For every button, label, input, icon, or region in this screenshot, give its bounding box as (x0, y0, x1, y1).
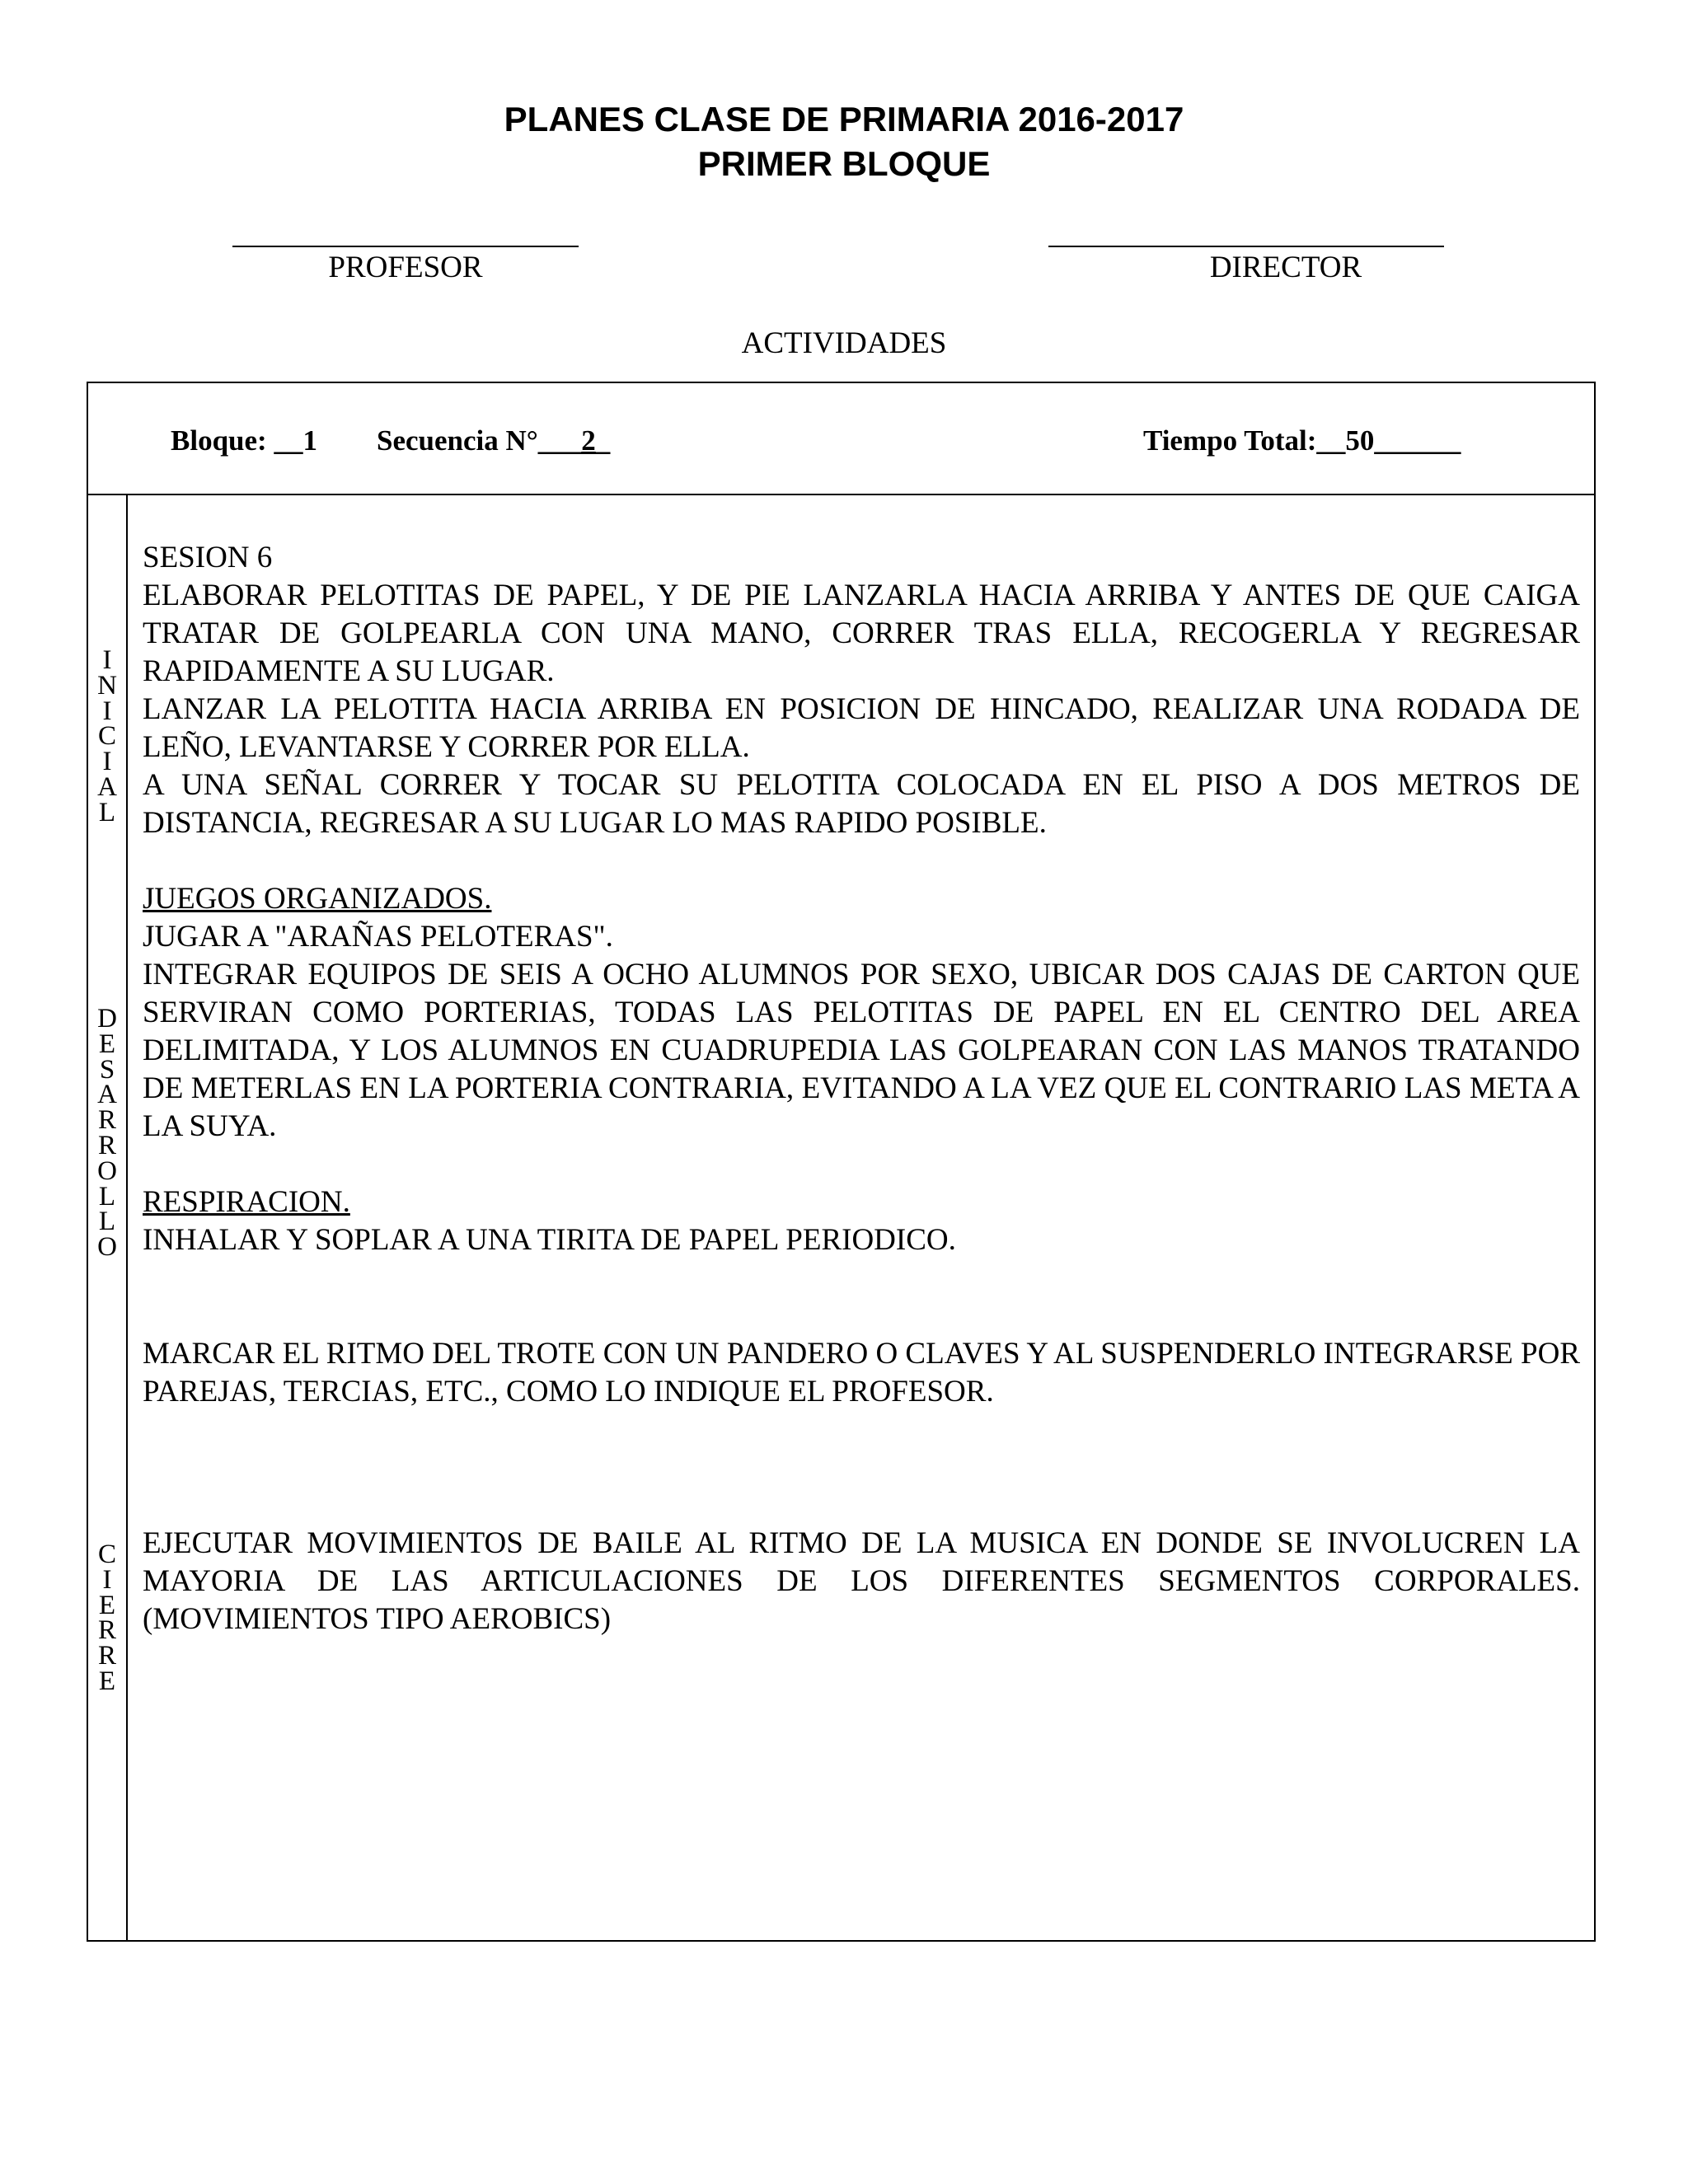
secuencia-value: 2 (581, 424, 596, 457)
phase-letter: C (97, 721, 116, 752)
juegos-title: JUGAR A "ARAÑAS PELOTERAS". (143, 920, 613, 954)
inicial-paragraph-1: ELABORAR PELOTITAS DE PAPEL, Y DE PIE LANZARLA HACIA ARRIBA Y ANTES DE QUE CAIGA TRATAR DE GOLPEARLA CON UNA MANO, CORRER TRAS ELLA, RECOGERLA Y REGRESAR RAPIDAMENTE A SU LUGAR. (143, 579, 1580, 688)
director-label: DIRECTOR (1209, 251, 1362, 284)
tiempo-value: 50 (1345, 424, 1375, 457)
secuencia-suffix: _ (595, 424, 611, 457)
phase-letter: O (97, 1232, 117, 1263)
respiracion-heading: RESPIRACION. (143, 1185, 350, 1219)
phase-letter: A (97, 1080, 117, 1110)
info-row-box (87, 382, 1596, 495)
profesor-label: PROFESOR (328, 251, 483, 284)
respiracion-paragraph: INHALAR Y SOPLAR A UNA TIRITA DE PAPEL PERIODICO. (143, 1223, 956, 1257)
director-signature-line (1048, 246, 1444, 247)
phase-letter: A (97, 771, 117, 802)
phase-label-cierre (88, 1542, 126, 1694)
phase-letter: R (97, 1641, 116, 1671)
phase-letter: L (98, 1207, 116, 1237)
session-title: SESION 6 (143, 541, 273, 574)
phase-letter: I (102, 747, 112, 777)
phase-letter: C (97, 1540, 116, 1569)
phase-letter: R (97, 1130, 116, 1160)
inicial-paragraph-2: LANZAR LA PELOTITA HACIA ARRIBA EN POSICION DE HINCADO, REALIZAR UNA RODADA DE LEÑO, LEVANTARSE Y CORRER POR ELLA. (143, 692, 1580, 764)
phase-letter: E (98, 1666, 116, 1696)
phase-letter: L (98, 1181, 116, 1212)
document-subtitle: PRIMER BLOQUE (697, 144, 991, 183)
cierre-paragraph: EJECUTAR MOVIMIENTOS DE BAILE AL RITMO DE LA MUSICA EN DONDE SE INVOLUCREN LA MAYORIA DE LAS ARTICULACIONES DE LOS DIFERENTES SEGMENTOS CORPORALES. (MOVIMIENTOS TIPO AEROBICS) (143, 1526, 1580, 1636)
phase-letter: R (97, 1615, 116, 1646)
secuencia-field (377, 424, 610, 458)
phase-letter: E (98, 1029, 116, 1059)
profesor-signature-line (232, 246, 579, 247)
phase-letter: R (97, 1105, 116, 1136)
activities-table (87, 494, 1596, 1942)
phase-letter: E (98, 1590, 116, 1620)
tiempo-label: Tiempo Total:__ (1143, 424, 1346, 457)
bloque-value: 1 (302, 424, 317, 457)
phase-letter: D (97, 1004, 117, 1033)
juegos-paragraph: INTEGRAR EQUIPOS DE SEIS A OCHO ALUMNOS POR SEXO, UBICAR DOS CAJAS DE CARTON QUE SERVIRAN COMO PORTERIAS, TODAS LAS PELOTITAS DE PAPEL EN EL CENTRO DEL AREA DELIMITADA, Y LOS ALUMNOS EN CUADRUPEDIA LAS GOLPEARAN CON LAS MANOS TRATANDO DE METERLAS EN LA PORTERIA CONTRARIA, EVITANDO A LA VEZ QUE EL CONTRARIO LAS META A LA SUYA. (143, 958, 1580, 1143)
activities-heading: ACTIVIDADES (741, 326, 947, 360)
phase-letter: L (98, 797, 116, 827)
phase-letter: O (97, 1155, 117, 1186)
phase-letter: N (97, 670, 117, 701)
document-title: PLANES CLASE DE PRIMARIA 2016-2017 (504, 100, 1184, 138)
activities-content (143, 539, 1580, 1638)
tiempo-suffix: ______ (1374, 424, 1461, 457)
secuencia-label: Secuencia N°___ (377, 424, 582, 457)
inicial-paragraph-3: A UNA SEÑAL CORRER Y TOCAR SU PELOTITA COLOCADA EN EL PISO A DOS METROS DE DISTANCIA, REGRESAR A SU LUGAR LO MAS RAPIDO POSIBLE. (143, 768, 1580, 840)
phase-letter: I (102, 1564, 112, 1595)
phase-label-inicial (88, 645, 126, 827)
phase-letter: I (102, 696, 112, 726)
phase-letter: S (99, 1054, 115, 1085)
bloque-field (171, 424, 317, 458)
phase-letter: I (102, 645, 112, 675)
bloque-label: Bloque: __ (171, 424, 303, 457)
juegos-heading: JUEGOS ORGANIZADOS. (143, 882, 492, 916)
phase-column (88, 495, 128, 1940)
phase-label-desarrollo (88, 1004, 126, 1263)
ritmo-paragraph: MARCAR EL RITMO DEL TROTE CON UN PANDERO O CLAVES Y AL SUSPENDERLO INTEGRARSE POR PAREJAS, TERCIAS, ETC., COMO LO INDIQUE EL PROFESOR. (143, 1337, 1580, 1408)
tiempo-field (1143, 424, 1461, 458)
